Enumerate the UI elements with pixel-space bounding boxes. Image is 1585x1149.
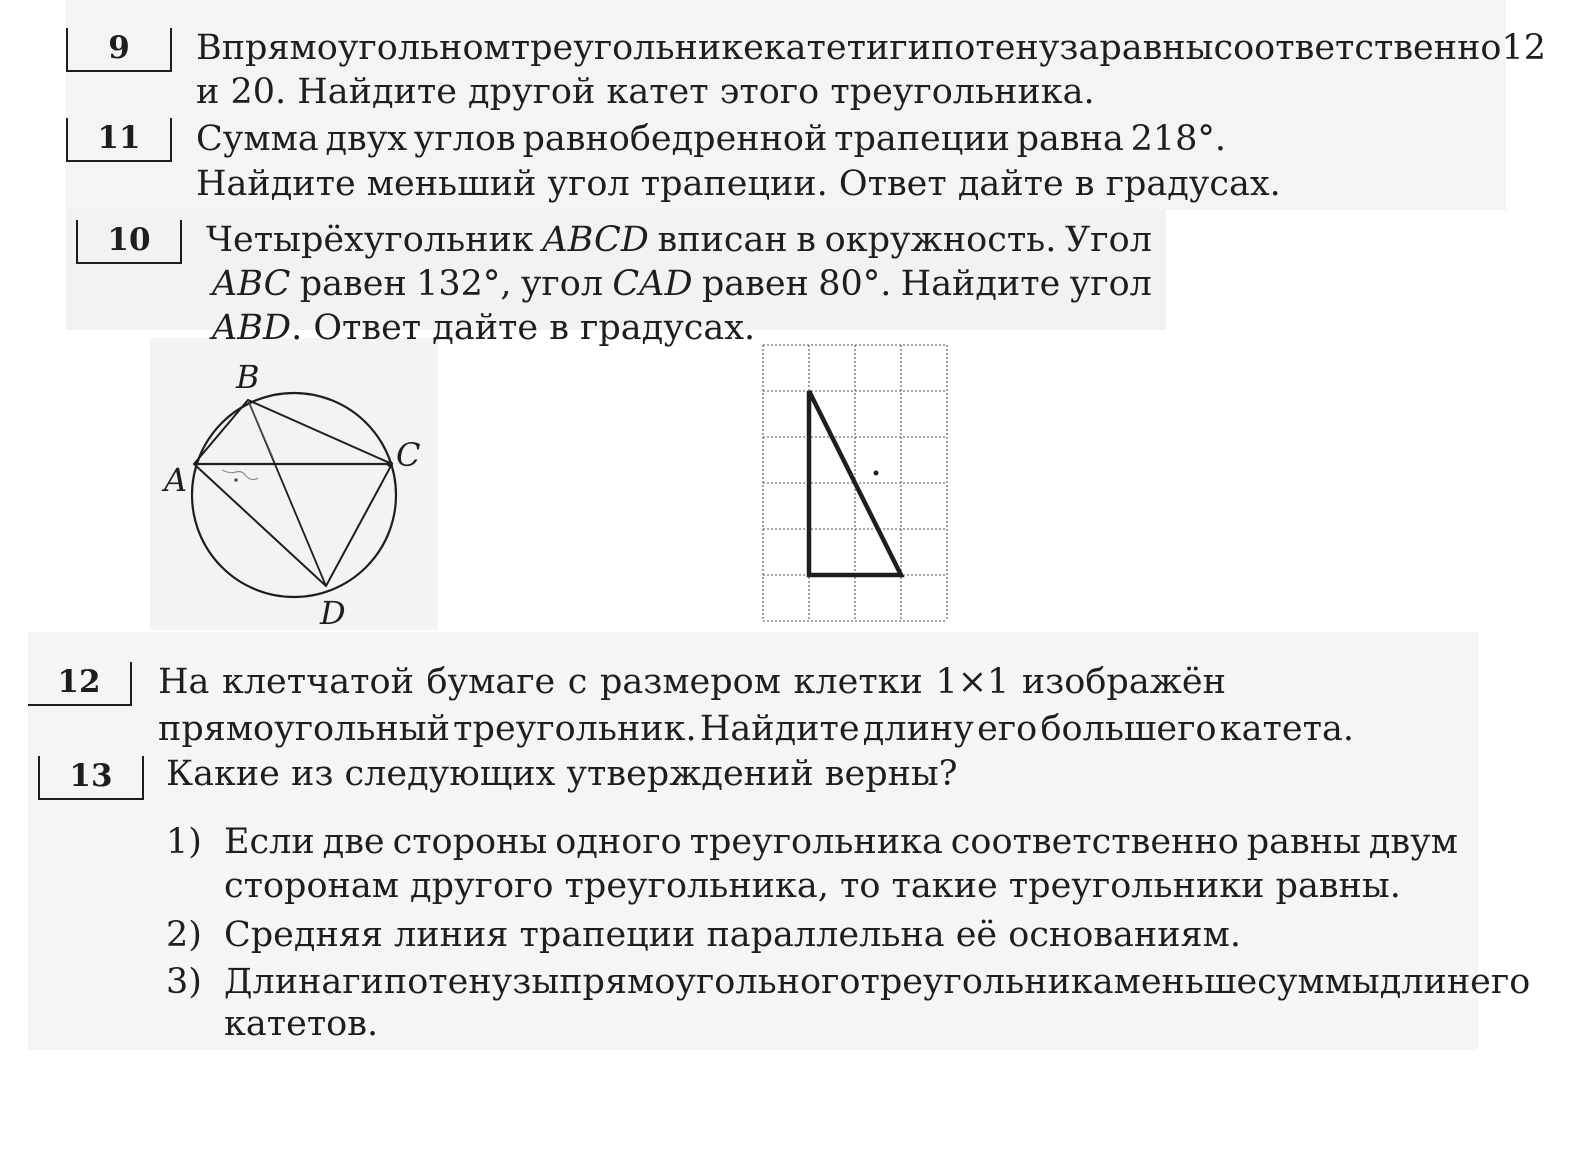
angle-name: ABD xyxy=(212,308,292,348)
word: равны xyxy=(1246,822,1361,862)
word: 218°. xyxy=(1130,119,1226,159)
task-number: 10 xyxy=(107,222,151,258)
word: меньше xyxy=(1113,962,1258,1002)
word: равен xyxy=(701,264,809,304)
word: размером xyxy=(599,662,781,702)
task-number: 12 xyxy=(57,664,101,700)
task-text-line xyxy=(196,117,1226,161)
task-text-line xyxy=(206,218,1152,262)
word: 1×1 xyxy=(935,662,1010,702)
label-d: D xyxy=(320,594,346,630)
word: его xyxy=(977,709,1038,749)
word: одного xyxy=(555,822,682,862)
option-text-line xyxy=(224,960,1531,1004)
quadrilateral-abcd xyxy=(194,400,392,586)
word: 12 xyxy=(1501,28,1547,68)
task-number: 9 xyxy=(108,30,130,66)
word: клетки xyxy=(793,662,923,702)
label-b: B xyxy=(236,358,260,396)
angle-name: ABC xyxy=(212,264,291,304)
option-text-line: сторонам другого треугольника, то такие треугольники равны. xyxy=(224,866,1401,906)
word: Если xyxy=(224,822,315,862)
word: равна xyxy=(1016,119,1124,159)
statement-option-3 xyxy=(166,960,1531,1050)
word: соответственно xyxy=(1213,28,1502,68)
option-text-line: Средняя линия трапеции параллельна её основаниям. xyxy=(224,915,1241,955)
word: треугольник. xyxy=(453,709,697,749)
word: равны xyxy=(1099,28,1214,68)
word: суммы xyxy=(1257,962,1380,1002)
word: В xyxy=(196,28,222,68)
word: углов xyxy=(413,119,516,159)
word: стороны xyxy=(392,822,548,862)
word: две xyxy=(322,822,385,862)
task-number: 11 xyxy=(97,120,141,156)
option-number: 3) xyxy=(166,962,202,1002)
word: треугольнике xyxy=(510,28,764,68)
word: в xyxy=(796,220,817,260)
word: бумаге xyxy=(426,662,556,702)
word: равнобедренной xyxy=(522,119,828,159)
task-number-box xyxy=(38,756,144,800)
inscribed-quadrilateral-figure xyxy=(150,340,440,630)
task-number-box xyxy=(66,28,172,72)
word: трапеции xyxy=(834,119,1010,159)
word: угол xyxy=(520,264,604,304)
word: Четырёхугольник xyxy=(206,220,534,260)
task-text-line: Найдите меньший угол трапеции. Ответ дайте в градусах. xyxy=(196,164,1281,204)
word: Длина xyxy=(224,962,343,1002)
question-text: Какие из следующих утверждений верны? xyxy=(166,754,958,794)
task-text-line xyxy=(212,262,1152,306)
word: угол xyxy=(1069,264,1152,304)
pencil-mark xyxy=(222,470,258,480)
word: треугольника xyxy=(689,822,943,862)
task-text-line xyxy=(158,707,1354,751)
word: большего xyxy=(1040,709,1217,749)
word: окружность. xyxy=(824,220,1057,260)
word: катета. xyxy=(1219,709,1354,749)
option-text-line: катетов. xyxy=(224,1004,379,1044)
word: длин xyxy=(1379,962,1471,1002)
word: . Ответ дайте в градусах. xyxy=(291,308,756,348)
word: Найдите xyxy=(699,709,860,749)
word: клетчатой xyxy=(221,662,414,702)
word: Найдите xyxy=(900,264,1061,304)
task-number-box xyxy=(76,220,182,264)
statement-option-1 xyxy=(166,820,1460,910)
word: его xyxy=(1470,962,1531,1002)
word: На xyxy=(158,662,210,702)
statement-option-2 xyxy=(166,913,1460,957)
word: катет xyxy=(763,28,866,68)
angle-name: CAD xyxy=(612,264,693,304)
word: гипотенузы xyxy=(342,962,560,1002)
task-number-box xyxy=(66,118,172,162)
word: прямоугольном xyxy=(221,28,511,68)
task-number: 13 xyxy=(69,758,113,794)
quadrilateral-name: ABCD xyxy=(542,220,649,260)
task-text-line xyxy=(196,26,1547,70)
word: соответственно xyxy=(950,822,1239,862)
word: длину xyxy=(862,709,974,749)
word: Сумма xyxy=(196,119,319,159)
word: с xyxy=(567,662,588,702)
option-number: 2) xyxy=(166,915,202,955)
word: гипотенуза xyxy=(889,28,1100,68)
task-text-line xyxy=(158,660,1226,704)
word: вписан xyxy=(657,220,788,260)
pencil-dot xyxy=(234,478,238,482)
circumscribed-circle xyxy=(192,393,396,597)
pencil-dot xyxy=(874,471,879,476)
word: прямоугольный xyxy=(158,709,450,749)
grid-triangle-figure xyxy=(760,342,952,624)
word: двух xyxy=(325,119,408,159)
word: прямоугольного xyxy=(559,962,861,1002)
word: равен xyxy=(299,264,407,304)
point-c-dot xyxy=(387,461,393,467)
label-c: C xyxy=(396,436,421,474)
option-number: 1) xyxy=(166,822,202,862)
word: Угол xyxy=(1065,220,1152,260)
word: изображён xyxy=(1021,662,1226,702)
word: 132°, xyxy=(416,264,512,304)
label-a: A xyxy=(164,461,188,499)
task-number-box xyxy=(28,662,132,706)
option-text-line xyxy=(224,820,1458,864)
word: 80°. xyxy=(818,264,892,304)
word: и xyxy=(865,28,890,68)
word: треугольника xyxy=(860,962,1114,1002)
word: двум xyxy=(1368,822,1458,862)
task-text-line: и 20. Найдите другой катет этого треугольника. xyxy=(196,72,1095,112)
